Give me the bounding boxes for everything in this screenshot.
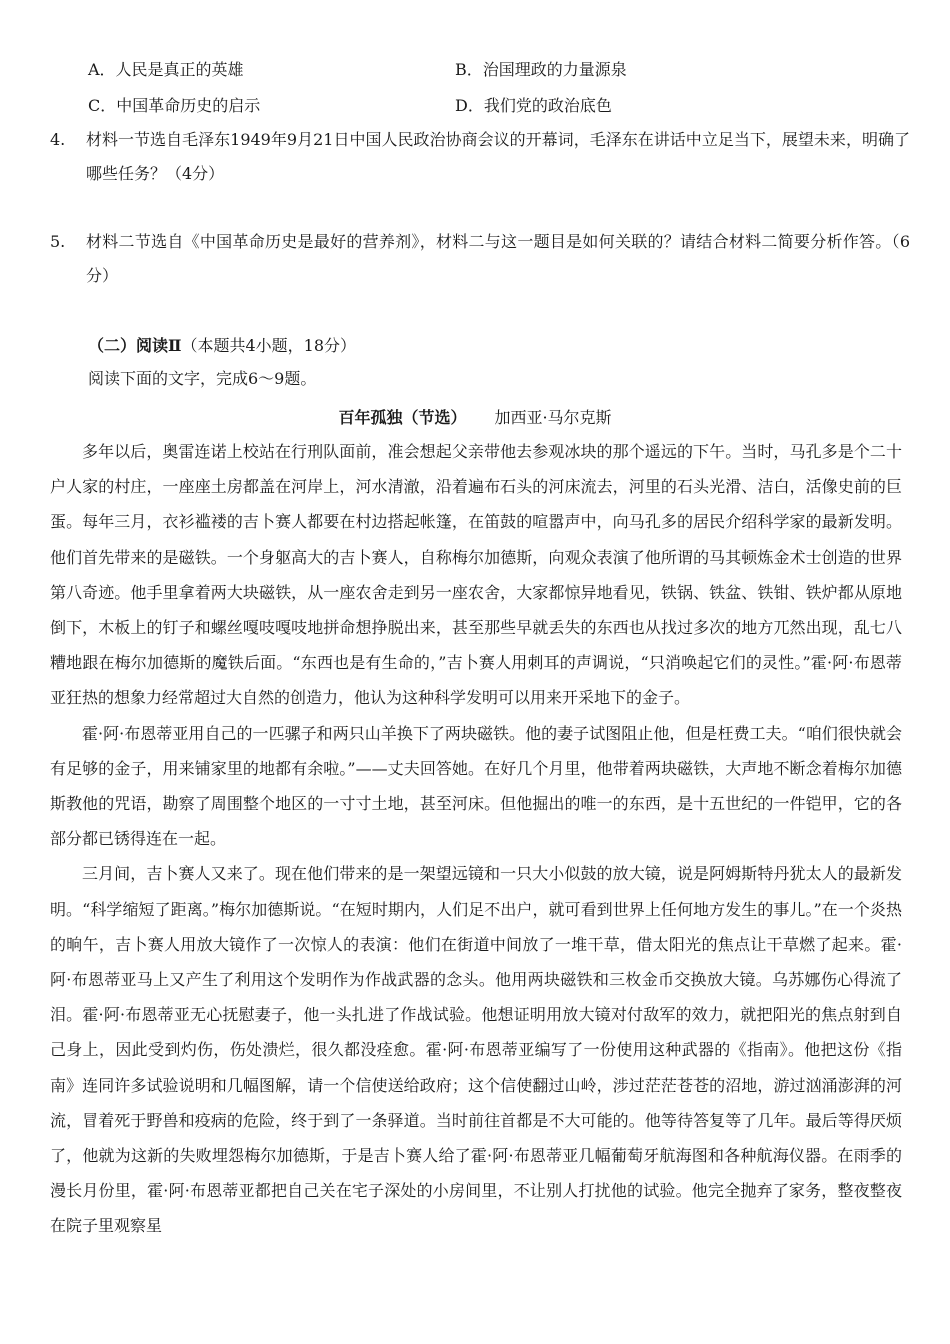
- answer-options: [88, 50, 888, 122]
- section-score: （本题共4小题，18分）: [181, 336, 357, 355]
- option-c: C．中国革命历史的启示: [88, 95, 261, 115]
- option-d: D．我们党的政治底色: [455, 95, 612, 115]
- article-paragraph: 多年以后，奥雷连诺上校站在行刑队面前，准会想起父亲带他去参观冰块的那个遥远的下午。当时，马孔多是个二十户人家的村庄，一座座土房都盖在河岸上，河水清澈，沿着遍布石头的河床流去，河里的石头光滑、洁白，活像史前的巨蛋。每年三月，衣衫褴褛的吉卜赛人都要在村边搭起帐篷，在笛鼓的喧嚣声中，向马孔多的居民介绍科学家的最新发明。他们首先带来的是磁铁。一个身躯高大的吉卜赛人，自称梅尔加德斯，向观众表演了他所谓的马其顿炼金术士创造的世界第八奇迹。他手里拿着两大块磁铁，从一座农舍走到另一座农舍，大家都惊异地看见，铁锅、铁盆、铁钳、铁炉都从原地倒下，木板上的钉子和螺丝嘎吱嘎吱地拼命想挣脱出来，甚至那些早就丢失的东西也从找过多次的地方兀然出现，乱七八糟地跟在梅尔加德斯的魔铁后面。“东西也是有生命的，”吉卜赛人用刺耳的声调说，“只消唤起它们的灵性。”霍·阿·布恩蒂亚狂热的想象力经常超过大自然的创造力，他认为这种科学发明可以用来开采地下的金子。: [50, 442, 902, 708]
- section-instruction: 阅读下面的文字，完成6～9题。: [88, 369, 317, 388]
- option-row: [88, 50, 888, 86]
- article-title-line: [0, 403, 950, 433]
- question-number: 5.: [50, 232, 66, 251]
- option-a: A．人民是真正的英雄: [88, 59, 244, 79]
- question-text: 材料二节选自《中国革命历史是最好的营养剂》，材料二与这一题目是如何关联的？请结合材料二简要分析作答。（6分）: [86, 232, 910, 285]
- article-author: 加西亚·马尔克斯: [494, 408, 612, 427]
- question-4: [50, 123, 910, 191]
- article-body: [50, 434, 902, 1244]
- question-text: 材料一节选自毛泽东1949年9月21日中国人民政治协商会议的开幕词，毛泽东在讲话中立足当下，展望未来，明确了哪些任务？（4分）: [86, 130, 910, 183]
- article-paragraph: 三月间，吉卜赛人又来了。现在他们带来的是一架望远镜和一只大小似鼓的放大镜，说是阿姆斯特丹犹太人的最新发明。“科学缩短了距离。”梅尔加德斯说。“在短时期内，人们足不出户，就可看到世界上任何地方发生的事儿。”在一个炎热的晌午，吉卜赛人用放大镜作了一次惊人的表演：他们在街道中间放了一堆干草，借太阳光的焦点让干草燃了起来。霍·阿·布恩蒂亚马上又产生了利用这个发明作为作战武器的念头。他用两块磁铁和三枚金币交换放大镜。乌苏娜伤心得流了泪。霍·阿·布恩蒂亚无心抚慰妻子，他一头扎进了作战试验。他想证明用放大镜对付敌军的效力，就把阳光的焦点射到自己身上，因此受到灼伤，伤处溃烂，很久都没痊愈。霍·阿·布恩蒂亚编写了一份使用这种武器的《指南》。他把这份《指南》连同许多试验说明和几幅图解，请一个信使送给政府；这个信使翻过山岭，涉过茫茫苍苍的沼地，游过汹涌澎湃的河流，冒着死于野兽和疫病的危险，终于到了一条驿道。当时前往首都是不大可能的。他等待答复等了几年。最后等得厌烦了，他就为这新的失败埋怨梅尔加德斯，于是吉卜赛人给了霍·阿·布恩蒂亚几幅葡萄牙航海图和各种航海仪器。在雨季的漫长月份里，霍·阿·布恩蒂亚都把自己关在宅子深处的小房间里，不让别人打扰他的试验。他完全抛弃了家务，整夜整夜在院子里观察星: [50, 864, 902, 1236]
- option-b: B．治国理政的力量源泉: [455, 59, 627, 79]
- question-number: 4.: [50, 130, 66, 149]
- section-title: （二）阅读Ⅱ: [88, 336, 182, 355]
- article-title: 百年孤独（节选）: [338, 408, 467, 427]
- article-paragraph: 霍·阿·布恩蒂亚用自己的一匹骡子和两只山羊换下了两块磁铁。他的妻子试图阻止他，但是枉费工夫。“咱们很快就会有足够的金子，用来铺家里的地都有余啦。”——丈夫回答她。在好几个月里，他带着两块磁铁，大声地不断念着梅尔加德斯教他的咒语，勘察了周围整个地区的一寸寸土地，甚至河床。但他掘出的唯一的东西，是十五世纪的一件铠甲，它的各部分都已锈得连在一起。: [50, 723, 902, 849]
- question-5: [50, 225, 910, 293]
- section-heading: [88, 331, 356, 361]
- option-row: [88, 86, 888, 122]
